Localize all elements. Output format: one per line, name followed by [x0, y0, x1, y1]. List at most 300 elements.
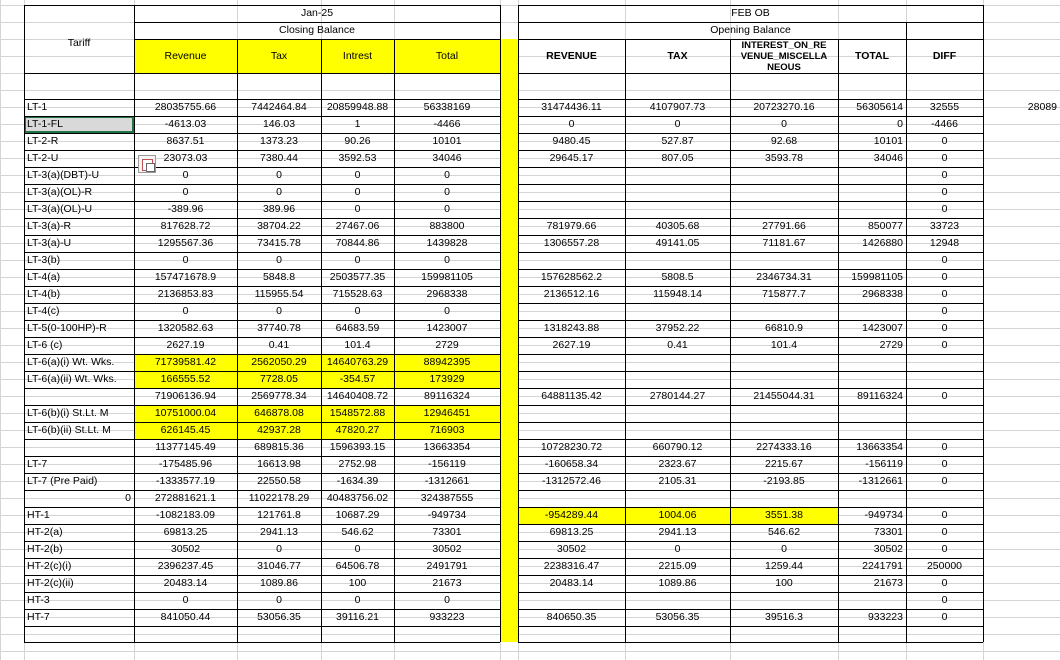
value-cell[interactable]: 2346734.31 — [756, 271, 812, 283]
value-cell[interactable]: 0 — [781, 543, 787, 555]
value-cell[interactable]: 933223 — [867, 611, 903, 623]
value-cell[interactable]: 2215.67 — [765, 458, 803, 470]
value-cell[interactable] — [730, 303, 838, 320]
value-cell[interactable]: 2562050.29 — [237, 354, 321, 371]
value-cell[interactable]: 0 — [276, 543, 282, 555]
tariff-header[interactable]: Tariff — [67, 37, 91, 49]
value-cell[interactable]: 2569778.34 — [251, 390, 307, 402]
column-header-total[interactable]: TOTAL — [854, 50, 890, 62]
value-cell[interactable]: 840650.35 — [546, 611, 597, 623]
value-cell[interactable]: 121761.8 — [257, 509, 301, 521]
value-cell[interactable]: 817628.72 — [160, 220, 211, 232]
value-cell[interactable]: 33723 — [929, 220, 960, 232]
value-cell[interactable]: 90.26 — [344, 135, 371, 147]
value-cell[interactable]: 883800 — [429, 220, 465, 232]
value-cell[interactable]: 27467.06 — [335, 220, 380, 232]
tariff-cell[interactable]: HT-2(c)(i) — [27, 560, 72, 572]
value-cell[interactable] — [625, 303, 730, 320]
value-cell[interactable]: 0 — [941, 543, 948, 555]
value-cell[interactable]: 12948 — [929, 237, 960, 249]
value-cell[interactable] — [730, 201, 838, 218]
value-cell[interactable]: 689815.36 — [254, 441, 304, 453]
tariff-cell[interactable]: LT-3(a)(DBT)-U — [27, 169, 100, 181]
value-cell[interactable]: 146.03 — [262, 118, 296, 130]
value-cell[interactable]: 10101 — [873, 135, 903, 147]
value-cell[interactable]: 115955.54 — [254, 288, 304, 300]
value-cell[interactable]: 31046.77 — [257, 560, 301, 572]
value-cell[interactable] — [730, 422, 838, 439]
tariff-cell[interactable]: LT-5(0-100HP)-R — [27, 322, 107, 334]
value-cell[interactable]: 2323.67 — [658, 458, 697, 470]
value-cell[interactable]: 28035755.66 — [154, 101, 217, 113]
value-cell[interactable] — [518, 167, 625, 184]
value-cell[interactable] — [625, 167, 730, 184]
value-cell[interactable]: -1082183.09 — [156, 509, 215, 521]
value-cell[interactable]: 1373.23 — [260, 135, 298, 147]
value-cell[interactable]: 0 — [182, 254, 189, 266]
value-cell[interactable]: 0 — [444, 594, 450, 606]
value-cell[interactable]: 64683.59 — [335, 322, 380, 334]
value-cell[interactable]: 49141.05 — [655, 237, 700, 249]
value-cell[interactable]: 0 — [276, 254, 282, 266]
column-header-diff[interactable]: DIFF — [932, 50, 957, 62]
value-cell[interactable]: 626145.45 — [134, 422, 237, 439]
value-cell[interactable]: 21673 — [432, 577, 462, 589]
value-cell[interactable]: 101.4 — [344, 339, 371, 351]
value-cell[interactable]: 159981105 — [421, 271, 473, 283]
value-cell[interactable]: 527.87 — [661, 135, 694, 147]
value-cell[interactable] — [906, 490, 983, 507]
value-cell[interactable]: 70844.86 — [335, 237, 380, 249]
section-title-jan[interactable]: Jan-25 — [300, 7, 334, 19]
tariff-cell[interactable]: LT-3(a)-R — [27, 220, 72, 232]
value-cell[interactable]: 100 — [775, 577, 793, 589]
value-cell[interactable]: 1426880 — [862, 237, 903, 249]
value-cell[interactable]: 389.96 — [262, 203, 296, 215]
value-cell[interactable]: 2729 — [435, 339, 459, 351]
value-cell[interactable] — [906, 422, 983, 439]
value-cell[interactable]: 56338169 — [423, 101, 471, 113]
value-cell[interactable]: 56305614 — [856, 101, 903, 113]
value-cell[interactable]: 12946451 — [394, 405, 500, 422]
tariff-cell[interactable]: HT-1 — [27, 509, 50, 521]
value-cell[interactable] — [518, 371, 625, 388]
value-cell[interactable]: 0 — [354, 305, 361, 317]
paste-options-icon[interactable] — [138, 155, 156, 173]
tariff-cell[interactable]: LT-1 — [27, 101, 48, 113]
value-cell[interactable]: 39116.21 — [335, 611, 379, 623]
tariff-cell[interactable]: LT-3(a)(OL)-U — [27, 203, 93, 215]
value-cell[interactable]: 10687.29 — [335, 509, 380, 521]
value-cell[interactable] — [625, 490, 730, 507]
value-cell[interactable]: 34046 — [873, 152, 903, 164]
value-cell[interactable] — [906, 371, 983, 388]
column-header-revenue[interactable]: Revenue — [164, 50, 207, 62]
tariff-cell[interactable]: 0 — [125, 492, 131, 504]
value-cell[interactable]: 646878.08 — [237, 405, 321, 422]
value-cell[interactable]: 5848.8 — [262, 271, 296, 283]
value-cell[interactable]: 2241791 — [862, 560, 903, 572]
value-cell[interactable]: 2503577.35 — [329, 271, 386, 283]
value-cell[interactable]: 2274333.16 — [756, 441, 812, 453]
value-cell[interactable]: 7442464.84 — [251, 101, 307, 113]
value-cell[interactable]: 2491791 — [426, 560, 468, 572]
value-cell[interactable]: 89116324 — [857, 390, 903, 402]
value-cell[interactable]: -354.57 — [321, 371, 394, 388]
value-cell[interactable]: 2968338 — [426, 288, 468, 300]
value-cell[interactable]: 7728.05 — [237, 371, 321, 388]
value-cell[interactable]: 1004.06 — [625, 507, 730, 524]
value-cell[interactable]: 0 — [182, 305, 189, 317]
value-cell[interactable]: 10751000.04 — [134, 405, 237, 422]
value-cell[interactable]: 0 — [444, 169, 450, 181]
value-cell[interactable]: 1439828 — [426, 237, 468, 249]
value-cell[interactable]: 715528.63 — [332, 288, 383, 300]
value-cell[interactable] — [730, 184, 838, 201]
value-cell[interactable]: -175485.96 — [158, 458, 213, 470]
value-cell[interactable]: 850077 — [867, 220, 903, 232]
value-cell[interactable] — [838, 252, 906, 269]
value-cell[interactable]: 88942395 — [394, 354, 500, 371]
value-cell[interactable]: 92.68 — [770, 135, 798, 147]
tariff-cell[interactable]: LT-4(a) — [27, 271, 61, 283]
value-cell[interactable]: 11022178.29 — [248, 492, 310, 504]
value-cell[interactable]: 0 — [354, 543, 361, 555]
value-cell[interactable]: 0 — [182, 594, 189, 606]
value-cell[interactable]: 11377145.49 — [155, 441, 216, 453]
value-cell[interactable]: 64881135.42 — [541, 390, 602, 402]
value-cell[interactable]: -160658.34 — [544, 458, 599, 470]
value-cell[interactable] — [730, 252, 838, 269]
value-cell[interactable]: 34046 — [432, 152, 462, 164]
value-cell[interactable]: 115948.14 — [653, 288, 702, 300]
value-cell[interactable]: 0 — [941, 509, 948, 521]
value-cell[interactable] — [838, 184, 906, 201]
value-cell[interactable]: 0 — [182, 186, 189, 198]
value-cell[interactable]: 71906136.94 — [154, 390, 217, 402]
tariff-cell[interactable]: LT-2-R — [27, 135, 59, 147]
value-cell[interactable]: -4613.03 — [164, 118, 207, 130]
value-cell[interactable]: -1634.39 — [336, 475, 379, 487]
value-cell[interactable]: 0 — [941, 305, 948, 317]
value-cell[interactable]: 3592.53 — [338, 152, 377, 164]
value-cell[interactable]: 2105.31 — [658, 475, 697, 487]
value-cell[interactable]: 0 — [444, 305, 450, 317]
column-header-revenue[interactable]: REVENUE — [546, 50, 597, 62]
value-cell[interactable] — [730, 167, 838, 184]
value-cell[interactable]: 30502 — [873, 543, 903, 555]
tariff-cell[interactable]: LT-7 — [27, 458, 48, 470]
value-cell[interactable]: 13663354 — [423, 441, 471, 453]
value-cell[interactable]: 27791.66 — [762, 220, 806, 232]
value-cell[interactable]: 40483756.02 — [326, 492, 389, 504]
value-cell[interactable]: 22550.58 — [257, 475, 301, 487]
column-header-total[interactable]: Total — [435, 50, 459, 62]
value-cell[interactable]: 157471678.9 — [154, 271, 217, 283]
value-cell[interactable] — [838, 422, 906, 439]
tariff-cell[interactable]: LT-3(a)(OL)-R — [27, 186, 93, 198]
tariff-cell[interactable]: HT-3 — [27, 594, 50, 606]
column-header-tax[interactable]: TAX — [667, 50, 688, 62]
value-cell[interactable]: 10728230.72 — [540, 441, 603, 453]
value-cell[interactable] — [518, 422, 625, 439]
value-cell[interactable]: 2215.09 — [658, 560, 697, 572]
value-cell[interactable]: 0 — [941, 390, 948, 402]
tariff-cell[interactable]: LT-4(c) — [27, 305, 60, 317]
value-cell[interactable] — [625, 354, 730, 371]
value-cell[interactable]: 173929 — [394, 371, 500, 388]
value-cell[interactable]: 30502 — [432, 543, 462, 555]
value-cell[interactable]: 73301 — [873, 526, 903, 538]
value-cell[interactable]: 2780144.27 — [649, 390, 706, 402]
value-cell[interactable]: 23073.03 — [163, 152, 208, 164]
tariff-cell[interactable]: LT-7 (Pre Paid) — [27, 475, 98, 487]
value-cell[interactable]: 0.41 — [667, 339, 688, 351]
value-cell[interactable]: 0 — [674, 543, 681, 555]
tariff-cell[interactable]: LT-6(b)(i) St.Lt. M — [27, 407, 109, 419]
value-cell[interactable]: 73301 — [432, 526, 462, 538]
value-cell[interactable] — [906, 405, 983, 422]
value-cell[interactable] — [730, 354, 838, 371]
value-cell[interactable]: 272881621.1 — [154, 492, 217, 504]
value-cell[interactable]: 2627.19 — [166, 339, 205, 351]
tariff-cell[interactable]: LT-6(b)(ii) St.Lt. M — [27, 424, 111, 436]
value-cell[interactable] — [625, 184, 730, 201]
value-cell[interactable] — [730, 592, 838, 609]
value-cell[interactable]: -954289.44 — [518, 507, 625, 524]
value-cell[interactable]: 1 — [354, 118, 361, 130]
value-cell[interactable]: 2136512.16 — [543, 288, 600, 300]
value-cell[interactable] — [518, 490, 625, 507]
value-cell[interactable]: 2136853.83 — [157, 288, 214, 300]
value-cell[interactable]: 1259.44 — [765, 560, 803, 572]
section-subtitle-closing[interactable]: Closing Balance — [279, 24, 355, 36]
value-cell[interactable]: -949734 — [864, 509, 903, 521]
value-cell[interactable]: 0 — [941, 577, 948, 589]
value-cell[interactable]: 30502 — [556, 543, 587, 555]
value-cell[interactable]: 101.4 — [770, 339, 798, 351]
value-cell[interactable]: 0 — [674, 118, 681, 130]
value-cell[interactable]: 250000 — [926, 560, 963, 572]
value-cell[interactable]: 29645.17 — [549, 152, 594, 164]
value-cell[interactable]: -1312572.46 — [542, 475, 601, 487]
value-cell[interactable] — [518, 184, 625, 201]
value-cell[interactable] — [625, 422, 730, 439]
tariff-cell[interactable]: HT-2(a) — [27, 526, 63, 538]
value-cell[interactable]: -156119 — [428, 458, 466, 470]
value-cell[interactable]: 20723270.16 — [753, 101, 815, 113]
value-cell[interactable]: 53056.35 — [257, 611, 301, 623]
value-cell[interactable]: 0 — [941, 254, 948, 266]
value-cell[interactable] — [518, 303, 625, 320]
value-cell[interactable]: 9480.45 — [552, 135, 591, 147]
value-cell[interactable] — [518, 201, 625, 218]
value-cell[interactable]: -1312661 — [424, 475, 470, 487]
value-cell[interactable]: 807.05 — [661, 152, 694, 164]
value-cell[interactable]: 0 — [941, 271, 948, 283]
value-cell[interactable] — [838, 490, 906, 507]
value-cell[interactable]: -949734 — [427, 509, 467, 521]
value-cell[interactable]: 0 — [941, 322, 948, 334]
value-cell[interactable]: 71739581.42 — [134, 354, 237, 371]
value-cell[interactable]: 1548572.88 — [321, 405, 394, 422]
value-cell[interactable]: 20483.14 — [163, 577, 208, 589]
value-cell[interactable]: 39516.3 — [765, 611, 803, 623]
value-cell[interactable]: 0 — [568, 118, 575, 130]
value-cell[interactable]: 14640408.72 — [326, 390, 389, 402]
value-cell[interactable]: 0 — [354, 203, 361, 215]
value-cell[interactable]: 324387555 — [420, 492, 474, 504]
value-cell[interactable]: 89116324 — [424, 390, 470, 402]
tariff-cell[interactable]: HT-7 — [27, 611, 50, 623]
value-cell[interactable] — [518, 354, 625, 371]
value-cell[interactable]: 21455044.31 — [753, 390, 815, 402]
value-cell[interactable] — [625, 201, 730, 218]
value-cell[interactable]: 2941.13 — [260, 526, 298, 538]
value-cell[interactable]: 933223 — [429, 611, 465, 623]
tariff-cell[interactable]: LT-2-U — [27, 152, 59, 164]
value-cell[interactable]: 715877.7 — [762, 288, 806, 300]
value-cell[interactable] — [838, 354, 906, 371]
value-cell[interactable]: -1312661 — [858, 475, 903, 487]
value-cell[interactable]: 0.41 — [268, 339, 290, 351]
value-cell[interactable] — [518, 252, 625, 269]
value-cell[interactable]: 0 — [941, 152, 948, 164]
value-cell[interactable] — [730, 405, 838, 422]
tariff-cell[interactable]: LT-3(a)-U — [27, 237, 72, 249]
value-cell[interactable]: 0 — [941, 611, 948, 623]
value-cell[interactable]: 2627.19 — [552, 339, 591, 351]
value-cell[interactable]: 2968338 — [862, 288, 903, 300]
tariff-cell[interactable]: HT-2(c)(ii) — [27, 577, 74, 589]
value-cell[interactable]: 0 — [276, 594, 282, 606]
value-cell[interactable]: 2752.98 — [338, 458, 377, 470]
value-cell[interactable]: 0 — [182, 169, 189, 181]
value-cell[interactable]: -1333577.19 — [156, 475, 215, 487]
tariff-cell[interactable]: LT-6(a)(i) Wt. Wks. — [27, 356, 115, 368]
value-cell[interactable]: 66810.9 — [765, 322, 803, 334]
value-cell[interactable]: 14640763.29 — [321, 354, 394, 371]
value-cell[interactable]: -2193.85 — [763, 475, 805, 487]
value-cell[interactable]: 0 — [276, 186, 282, 198]
value-cell[interactable]: 546.62 — [767, 526, 801, 538]
value-cell[interactable]: 1320582.63 — [157, 322, 214, 334]
value-cell[interactable] — [838, 303, 906, 320]
value-cell[interactable] — [625, 371, 730, 388]
value-cell[interactable]: 69813.25 — [549, 526, 594, 538]
value-cell[interactable]: 73415.78 — [257, 237, 301, 249]
value-cell[interactable]: 20859948.88 — [326, 101, 389, 113]
value-cell[interactable]: 0 — [354, 254, 361, 266]
extra-value-cell[interactable]: 28089 — [1027, 101, 1057, 113]
tariff-cell[interactable]: LT-1-FL — [24, 116, 134, 133]
value-cell[interactable]: -156119 — [865, 458, 903, 470]
value-cell[interactable]: 13663354 — [856, 441, 903, 453]
value-cell[interactable]: 0 — [276, 169, 282, 181]
value-cell[interactable]: 47820.27 — [321, 422, 394, 439]
value-cell[interactable]: 0 — [941, 169, 948, 181]
value-cell[interactable]: 781979.66 — [546, 220, 597, 232]
value-cell[interactable] — [625, 252, 730, 269]
tariff-cell[interactable]: LT-6(a)(ii) Wt. Wks. — [27, 373, 117, 385]
value-cell[interactable]: 69813.25 — [163, 526, 208, 538]
value-cell[interactable] — [625, 592, 730, 609]
value-cell[interactable]: 166555.52 — [134, 371, 237, 388]
value-cell[interactable]: 716903 — [394, 422, 500, 439]
value-cell[interactable]: -4466 — [931, 118, 958, 130]
value-cell[interactable]: 3593.78 — [765, 152, 803, 164]
value-cell[interactable]: 0 — [941, 441, 948, 453]
section-subtitle-opening[interactable]: Opening Balance — [710, 24, 791, 36]
value-cell[interactable]: 2396237.45 — [157, 560, 214, 572]
value-cell[interactable]: 20483.14 — [549, 577, 594, 589]
value-cell[interactable]: 1089.86 — [260, 577, 298, 589]
value-cell[interactable]: 38704.22 — [257, 220, 301, 232]
value-cell[interactable]: 0 — [444, 186, 450, 198]
value-cell[interactable]: 42937.28 — [237, 422, 321, 439]
value-cell[interactable]: 2941.13 — [658, 526, 697, 538]
value-cell[interactable]: 21673 — [873, 577, 903, 589]
value-cell[interactable] — [838, 201, 906, 218]
value-cell[interactable]: 1423007 — [426, 322, 468, 334]
value-cell[interactable]: 0 — [276, 305, 282, 317]
section-title-feb[interactable]: FEB OB — [731, 7, 770, 19]
value-cell[interactable] — [838, 167, 906, 184]
value-cell[interactable] — [730, 490, 838, 507]
value-cell[interactable] — [906, 354, 983, 371]
value-cell[interactable]: 660790.12 — [652, 441, 703, 453]
value-cell[interactable]: 2729 — [879, 339, 903, 351]
value-cell[interactable]: 0 — [941, 458, 948, 470]
tariff-cell[interactable] — [24, 388, 134, 405]
column-header-interest-on-revenue-miscellaneous[interactable]: INTEREST_ON_RE VENUE_MISCELLA NEOUS — [740, 39, 828, 73]
value-cell[interactable]: 5808.5 — [661, 271, 694, 283]
value-cell[interactable]: 0 — [444, 203, 450, 215]
value-cell[interactable] — [838, 405, 906, 422]
value-cell[interactable]: 157628562.2 — [540, 271, 603, 283]
value-cell[interactable]: 3551.38 — [730, 507, 838, 524]
value-cell[interactable]: 30502 — [170, 543, 201, 555]
tariff-cell[interactable] — [24, 439, 134, 456]
value-cell[interactable]: 71181.67 — [762, 237, 806, 249]
value-cell[interactable]: 1318243.88 — [543, 322, 600, 334]
value-cell[interactable]: 159981105 — [851, 271, 903, 283]
value-cell[interactable]: 31474436.11 — [541, 101, 602, 113]
value-cell[interactable]: 0 — [941, 135, 948, 147]
column-header-intrest[interactable]: Intrest — [342, 50, 373, 62]
tariff-cell[interactable]: HT-2(b) — [27, 543, 63, 555]
value-cell[interactable]: 1423007 — [862, 322, 903, 334]
value-cell[interactable] — [838, 592, 906, 609]
value-cell[interactable]: 0 — [354, 594, 361, 606]
value-cell[interactable]: 100 — [348, 577, 367, 589]
value-cell[interactable] — [730, 371, 838, 388]
value-cell[interactable]: -389.96 — [167, 203, 204, 215]
value-cell[interactable]: 1596393.15 — [329, 441, 386, 453]
value-cell[interactable]: 0 — [941, 288, 948, 300]
tariff-cell[interactable]: LT-3(b) — [27, 254, 61, 266]
value-cell[interactable]: 0 — [941, 475, 948, 487]
value-cell[interactable]: 0 — [781, 118, 787, 130]
value-cell[interactable]: 0 — [941, 594, 948, 606]
value-cell[interactable]: 4107907.73 — [649, 101, 706, 113]
column-header-tax[interactable]: Tax — [270, 50, 288, 62]
value-cell[interactable]: 0 — [941, 526, 948, 538]
value-cell[interactable]: 32555 — [929, 101, 960, 113]
value-cell[interactable]: 0 — [941, 186, 948, 198]
value-cell[interactable]: 546.62 — [341, 526, 374, 538]
value-cell[interactable]: 64506.78 — [335, 560, 380, 572]
